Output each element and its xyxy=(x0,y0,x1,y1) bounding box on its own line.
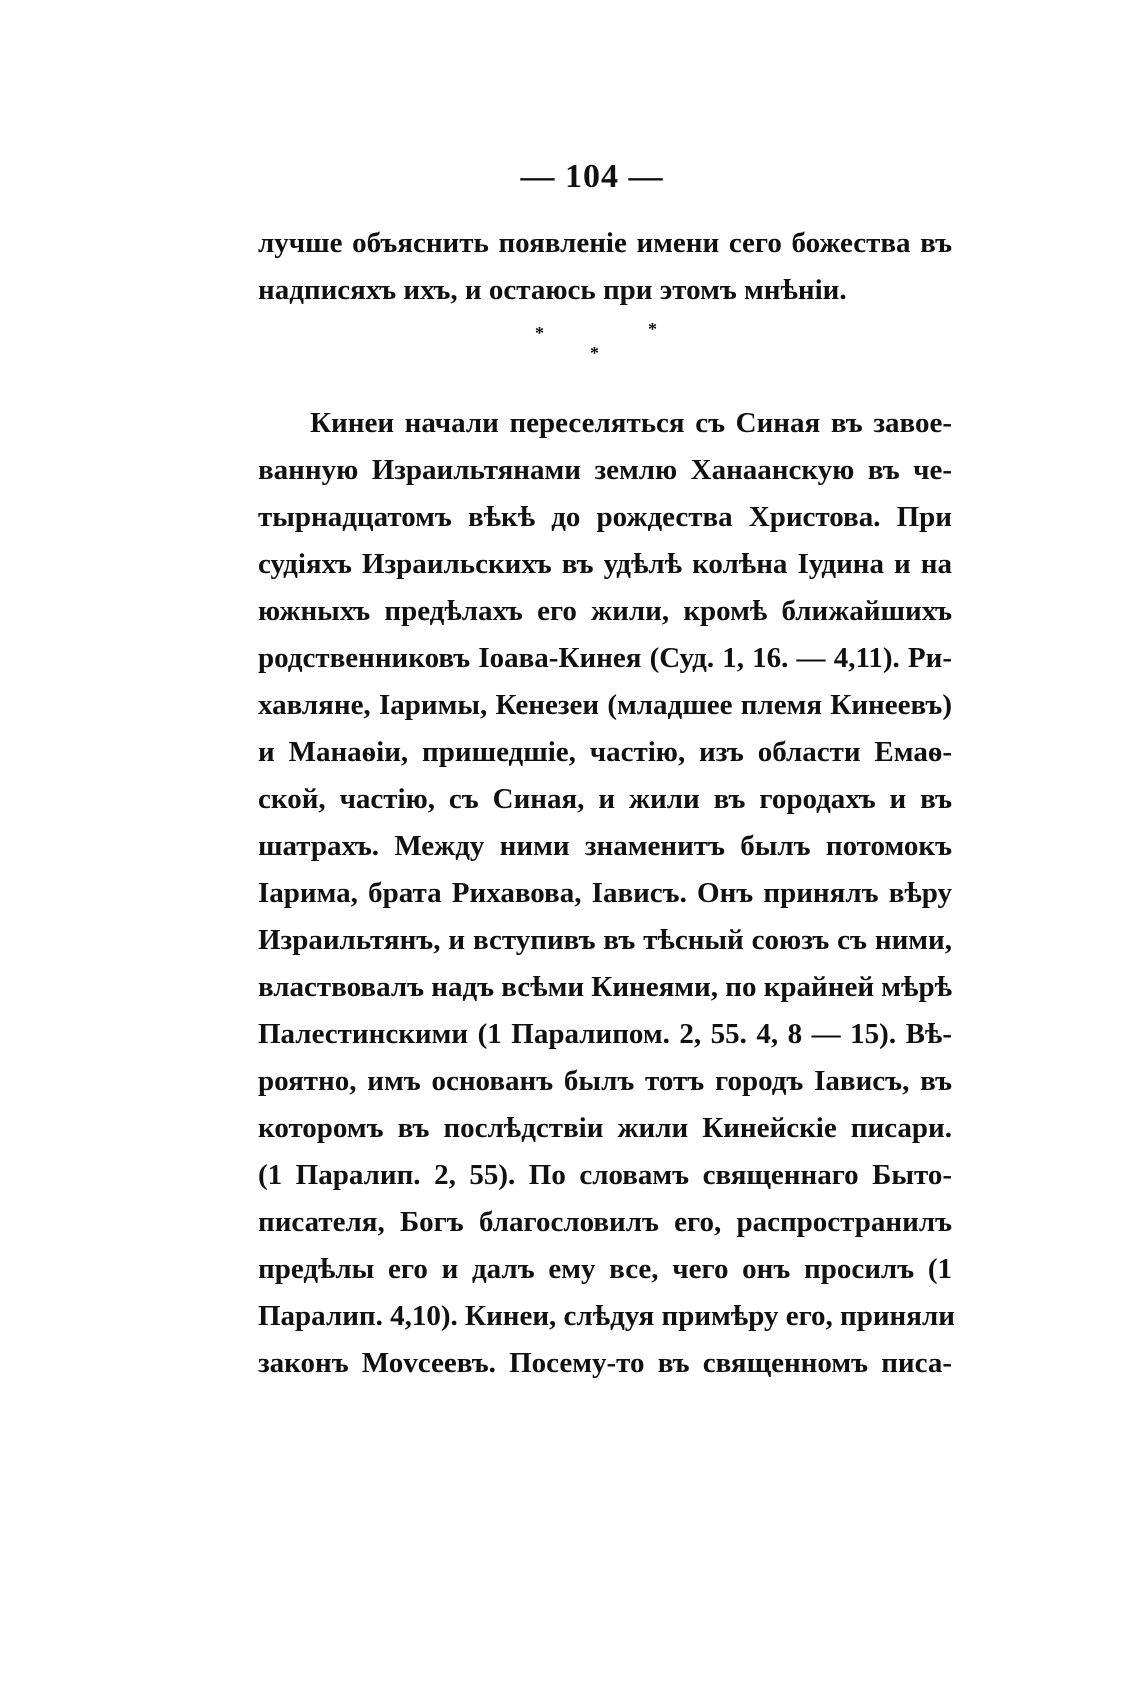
text-line: южныхъ предѣлахъ его жили, кромѣ ближайшихъ xyxy=(258,595,952,627)
text-line: (1 Паралип. 2, 55). По словамъ священнаго Быто- xyxy=(258,1159,952,1191)
text-line: Палестинскими (1 Паралипом. 2, 55. 4, 8 — 15). Вѣ- xyxy=(258,1018,952,1050)
asterism-separator xyxy=(0,320,1140,370)
page-number: — 104 — xyxy=(520,158,664,195)
text-line: законъ Моvсеевъ. Посему-то въ священномъ писа- xyxy=(258,1347,952,1379)
main-paragraph xyxy=(258,400,955,1387)
text-line: лучше объяснить появленіе имени сего божества въ xyxy=(258,227,952,259)
text-line: властвовалъ надъ всѣми Кинеями, по крайней мѣрѣ xyxy=(258,971,952,1003)
text-line: хавляне, Іаримы, Кенезеи (младшее племя Кинеевъ) xyxy=(258,689,952,721)
text-line: шатрахъ. Между ними знаменитъ былъ потомокъ xyxy=(258,830,952,862)
text-line: которомъ въ послѣдствіи жили Кинейскіе писари. xyxy=(258,1112,952,1144)
text-line: Израильтянъ, и вступивъ въ тѣсный союзъ съ ними, xyxy=(258,924,952,956)
text-line: Іарима, брата Рихавова, Іависъ. Онъ принялъ вѣру xyxy=(258,877,952,909)
asterisk: * xyxy=(590,343,599,363)
text-line: Кинеи начали переселяться съ Синая въ завое- xyxy=(310,407,952,439)
top-paragraph xyxy=(258,220,952,314)
text-line: ванную Израильтянами землю Ханаанскую въ че- xyxy=(258,454,952,486)
asterisk: * xyxy=(535,323,544,343)
text-line: надписяхъ ихъ, и остаюсь при этомъ мнѣніи. xyxy=(258,274,847,306)
text-line: судіяхъ Израильскихъ въ удѣлѣ колѣна Іудина и на xyxy=(258,548,952,580)
text-line: роятно, имъ основанъ былъ тотъ городъ Іависъ, въ xyxy=(258,1065,952,1097)
text-line: писателя, Богъ благословилъ его, распространилъ xyxy=(258,1206,952,1238)
text-line: родственниковъ Іоава-Кинея (Суд. 1, 16. — 4,11). Ри- xyxy=(258,642,952,674)
text-line: тырнадцатомъ вѣкѣ до рождества Христова. При xyxy=(258,501,952,533)
text-line: предѣлы его и далъ ему все, чего онъ просилъ (1 xyxy=(258,1253,952,1285)
text-line: и Манаѳіи, пришедшіе, частію, изъ области Емаѳ- xyxy=(258,736,952,768)
text-line: Паралип. 4,10). Кинеи, слѣдуя примѣру его, приняли xyxy=(258,1300,955,1332)
asterisk: * xyxy=(648,319,657,339)
text-line: ской, частію, съ Синая, и жили въ городахъ и въ xyxy=(258,783,952,815)
